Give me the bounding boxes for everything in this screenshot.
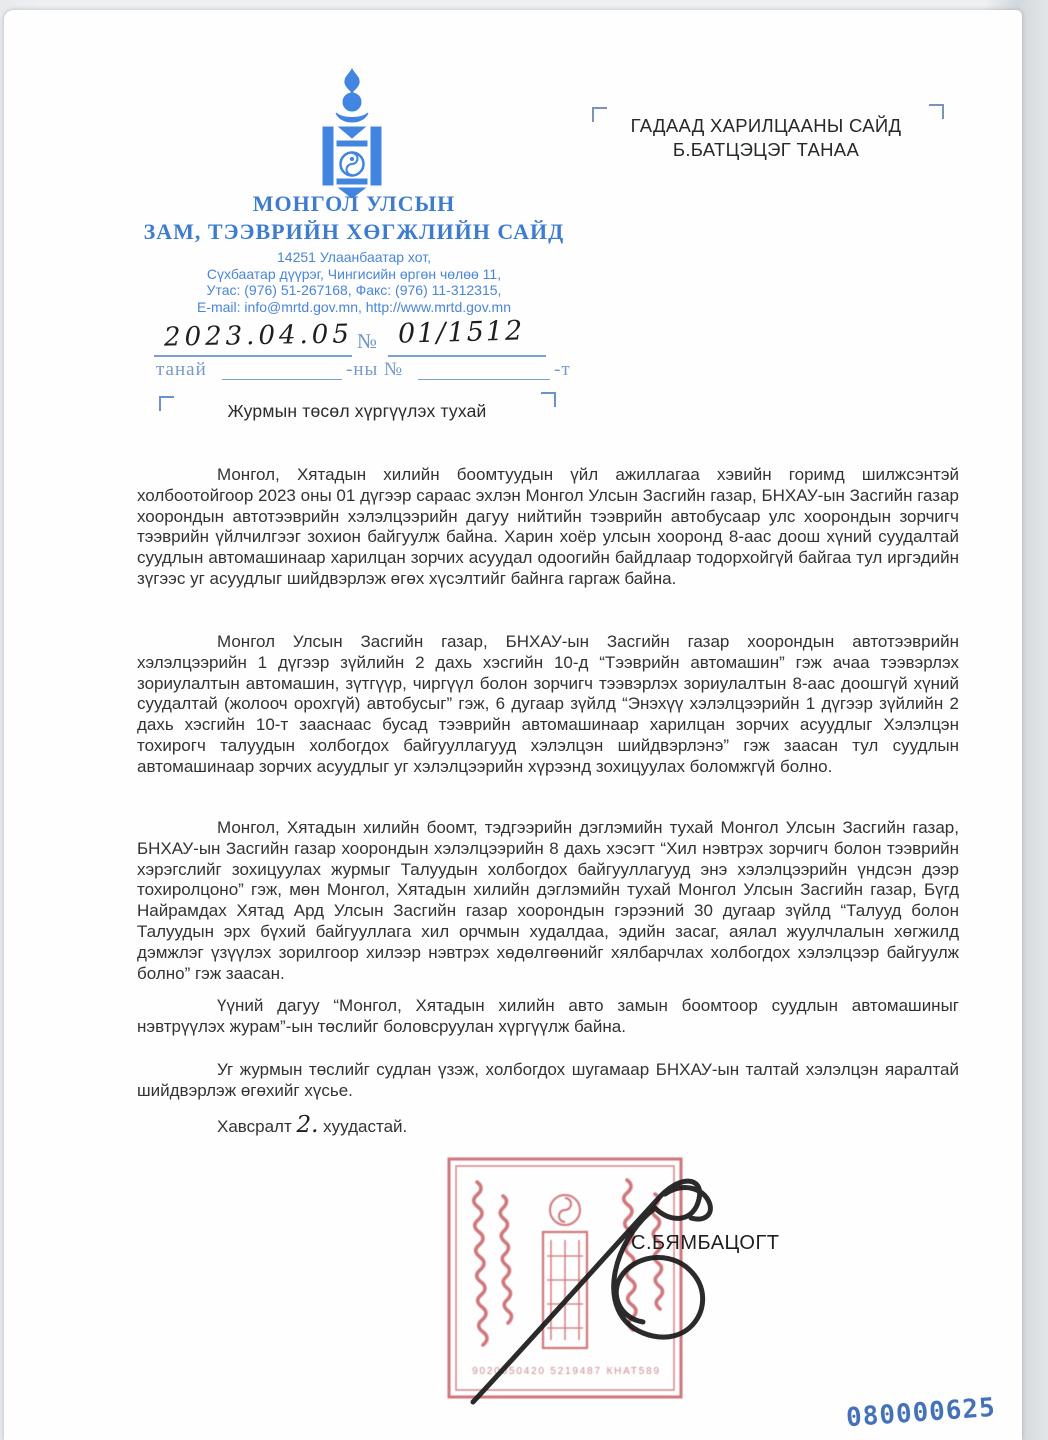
reference-blank-1 <box>222 379 342 380</box>
handwritten-page-count: 2. <box>296 1112 319 1138</box>
body-paragraph-4: Үүний дагуу “Монгол, Хятадын хилийн авто замын боомтоор суудлын автомашиныг нэвтрүүлэх журам”-ын төслийг боловсруулан хүргүүлж байна. <box>137 996 959 1036</box>
attachment-suffix: хуудастай. <box>323 1117 408 1136</box>
handwritten-date: 2023.04.05 <box>163 319 354 353</box>
reference-t-label: -т <box>554 359 571 380</box>
number-underline <box>388 355 546 357</box>
reference-your-label: танай <box>156 359 207 380</box>
ministry-name-line2: ЗАМ, ТЭЭВРИЙН ХӨГЖЛИЙН САЙД <box>143 219 565 244</box>
reference-blank-2 <box>418 379 550 380</box>
document-serial-number: 080000625 <box>845 1392 997 1434</box>
letterhead-address <box>84 249 624 315</box>
body-paragraph-2: Монгол Улсын Засгийн газар, БНХАУ-ын Засгийн газар хоорондын автотээврийн хэлэлцээрийн 1 дүгээр зүйлийн 2 дахь хэсгийн 10-д “Тээврийн автомашин” гэж ачаа тээвэрлэх зориулалтын автомашин, зүтгүүр, чиргүүл болон зорчигч тээвэрлэх зориулалтын 8-аас доошгүй хүний суудалтай (жолооч орохгүй) автобусыг” гэж, 6 дугаар зүйлд “Энэхүү хэлэлцээрийн 1 дүгээр зүйлийн 2 дахь хэсгийн 10-т зааснаас бусад тээврийн автомашинаар харилцан зорчих асуудлыг Хэлэлцэн тохирогч талуудын холбогдох байгууллагууд хэлэлцэн шийдвэрлэнэ” гэж заасан тул суудлын автомашинаар зорчих асуудлыг уг хэлэлцээрийн хүрээнд зохицуулах боломжгүй болно. <box>137 632 959 776</box>
address-line: E-mail: info@mrtd.gov.mn, http://www.mrtd.gov.mn <box>196 298 511 315</box>
recipient-title: ГАДААД ХАРИЛЦААНЫ САЙД <box>630 115 902 136</box>
body-paragraph-5: Уг журмын төслийг судлан үзэж, холбогдох шугамаар БНХАУ-ын талтай хэлэлцэн яаралтай шийдвэрлэж өгөхийг хүсье. <box>137 1060 959 1100</box>
body-paragraph-1: Монгол, Хятадын хилийн боомтуудын үйл ажиллагаа хэвийн горимд шилжсэнтэй холбоотойгоор 2023 оны 01 дүгээр сараас эхлэн Монгол Улсын Засгийн газар, БНХАУ-ын Засгийн газар хоорондын автотээврийн хэлэлцээрийн дагуу нийтийн тээврийн автобусаар улс хоорондын зорчигч тээврийн үйлчилгээг зохион байгуулж байна. Харин хоёр улсын хооронд 8-аас доош хүний суудалтай суудлын автомашинаар харилцан зорчих асуудал одоогийн байдлаар тодорхойгүй байгаа тул иргэдийн зүгээс уг асуудлыг шийдвэрлэж өгөх хүсэлтийг байнга гаргаж байна. <box>137 465 959 588</box>
recipient-name: Б.БАТЦЭЦЭГ ТАНАА <box>672 139 860 160</box>
reference-ny-label: -ны № <box>346 359 404 380</box>
document-page <box>4 10 1022 1440</box>
attachment-line <box>137 1112 959 1138</box>
soyombo-emblem-icon <box>300 68 404 198</box>
address-line: Утас: (976) 51-267168, Факс: (976) 11-312315, <box>206 282 502 298</box>
stamp-serial-numbers: 9020050420 5219487 КНАТ589 <box>472 1366 661 1377</box>
signature-icon <box>459 1146 729 1416</box>
signer-name: С.БЯМБАЦОГТ <box>631 1232 780 1254</box>
subject-line: Журмын төсөл хүргүүлэх тухай <box>227 401 487 421</box>
recipient-block <box>592 114 940 162</box>
number-sign: № <box>357 329 378 353</box>
handwritten-number: 01/1512 <box>397 315 525 350</box>
date-underline <box>154 355 352 357</box>
address-line: 14251 Улаанбаатар хот, <box>277 249 431 265</box>
address-line: Сүхбаатар дүүрэг, Чингисийн өргөн чөлөө 11, <box>206 265 502 282</box>
ministry-name <box>64 190 644 246</box>
body-paragraph-3: Монгол, Хятадын хилийн боомт, тэдгээрийн дэглэмийн тухай Монгол Улсын Засгийн газар, БНХАУ-ын Засгийн газар хоорондын хэлэлцээрийн 8 дахь хэсэгт “Хил нэвтрэх зорчигч болон тээврийн хэрэгслийг зохицуулах журмыг Талуудын холбогдох байгууллагууд энэ хэлэлцээрийн үндсэн дээр тохиролцоно” гэж, мөн Монгол, Хятадын хилийн дэглэмийн тухай Монгол Улсын Засгийн газар, Бүгд Найрамдах Хятад Ард Улсын Засгийн газар хоорондын гэрээний 30 дугаар зүйлд “Талууд болон Талуудын эрх бүхий байгууллага хил орчмын худалдаа, эдийн засаг, аялал жуулчлалын хөгжилд дэмжлэг үзүүлэх зорилгоор хилээр нэвтрэх хөдөлгөөнийг хялбарчлах холбогдох хэлэлцээр байгуулж болно” гэж заасан. <box>137 818 959 983</box>
attachment-prefix: Хавсралт <box>217 1117 292 1136</box>
ministry-name-line1: МОНГОЛ УЛСЫН <box>252 191 456 216</box>
